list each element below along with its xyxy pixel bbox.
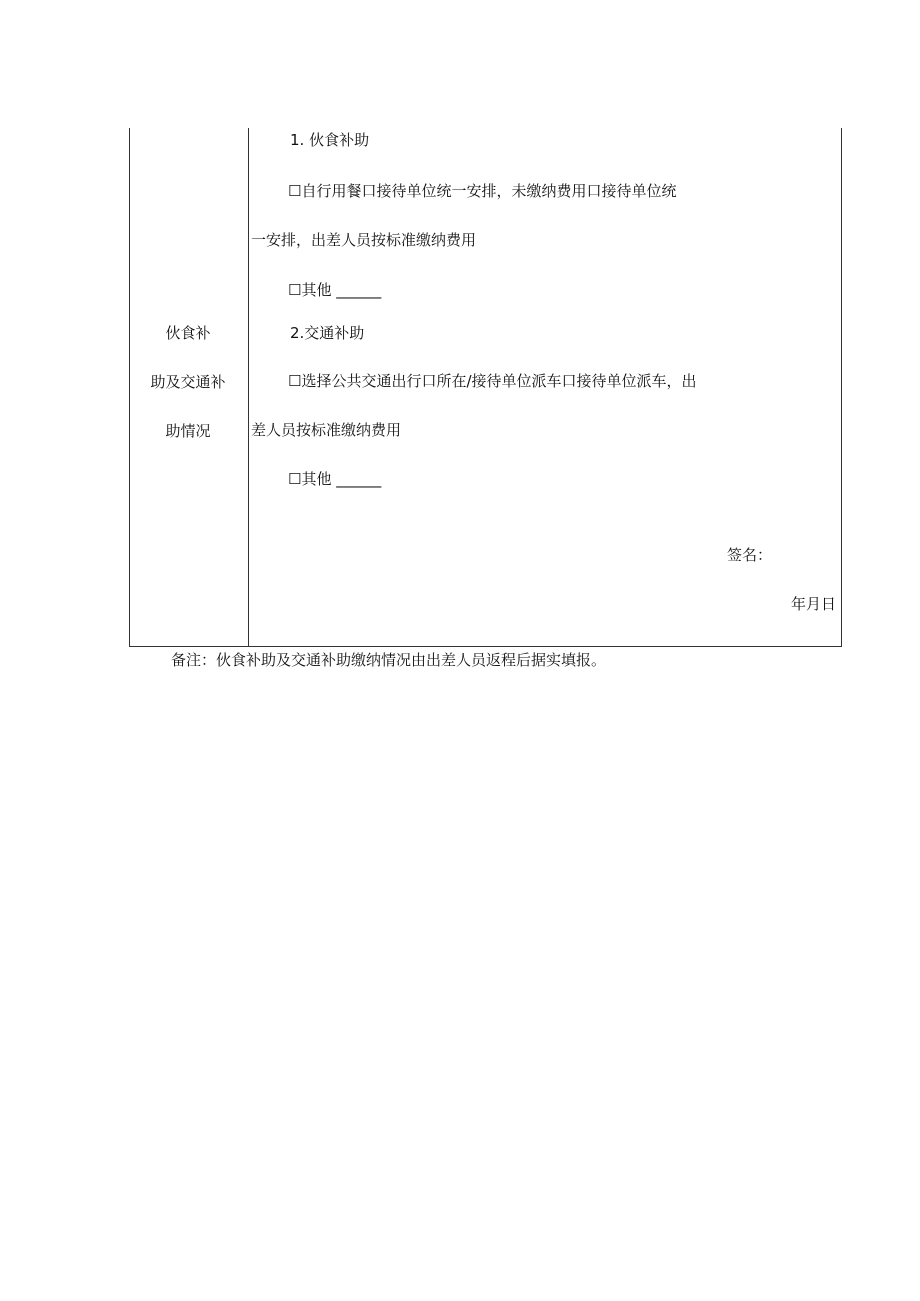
meal-subsidy-heading: 1. 伙食补助 [290, 131, 370, 149]
row-label-line-3: 助情况 [165, 422, 211, 440]
row-label-line-2: 助及交通补 [150, 373, 226, 391]
meal-option-self-line-1[interactable]: ☐自行用餐口接待单位统一安排，未缴纳费用口接待单位统 [288, 182, 677, 200]
meal-option-self-line-2: 一安排，出差人员按标准缴纳费用 [251, 231, 477, 249]
signature-label: 签名： [727, 546, 773, 564]
row-label-line-1: 伙食补 [165, 324, 211, 342]
date-label: 年月日 [791, 595, 837, 613]
transport-option-public-line-1[interactable]: ☐选择公共交通出行口所在/接待单位派车口接待单位派车，出 [288, 372, 697, 390]
footnote: 备注：伙食补助及交通补助缴纳情况由出差人员返程后据实填报。 [171, 651, 607, 669]
column-divider [248, 128, 249, 647]
transport-option-public-line-2: 差人员按标准缴纳费用 [251, 421, 402, 439]
transport-option-other[interactable]: ☐其他 ______ [288, 470, 382, 488]
transport-subsidy-heading: 2.交通补助 [290, 324, 365, 342]
meal-option-other[interactable]: ☐其他 ______ [288, 281, 382, 299]
